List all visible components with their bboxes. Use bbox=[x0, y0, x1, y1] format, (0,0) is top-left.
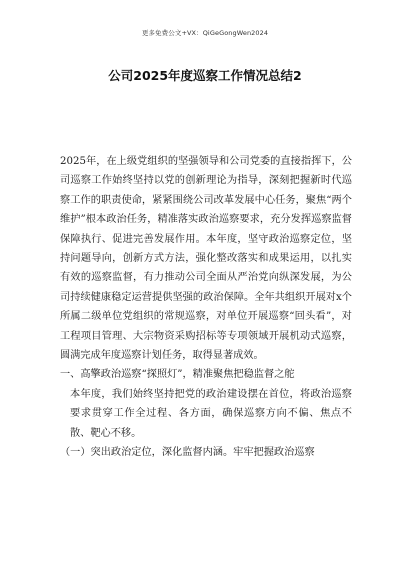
document-body bbox=[60, 152, 352, 463]
subsection-heading: （一）突出政治定位，深化监督内涵。牢牢把握政治巡察 bbox=[60, 447, 315, 459]
header-note: 更多免费公文+VX：QiGeGongWen2024 bbox=[141, 29, 269, 37]
document-title: 公司2025年度巡察工作情况总结2 bbox=[108, 68, 302, 83]
intro-paragraph: 2025年，在上级党组织的坚强领导和公司党委的直接指挥下，公司巡察工作始终坚持以党的创新理论为指导，深刻把握新时代巡察工作的职责使命，紧紧围绕公司改革发展中心任务，聚焦“两个维护”根本政治任务，精准落实政治巡察要求，充分发挥巡察监督保障执行、促进完善发展作用。本年度，坚守政治巡察定位，坚持问题导向，创新方式方法，强化整改落实和成果运用，以扎实有效的巡察监督，有力推动公司全面从严治党向纵深发展，为公司持续健康稳定运营提供坚强的政治保障。全年共组织开展对x个所属二级单位党组织的常规巡察，对单位开展巡察“回头看”，对工程项目管理、大宗物资采购招标等专项领域开展机动式巡察，圆满完成年度巡察计划任务，取得显著成效。 bbox=[60, 156, 352, 362]
section-paragraph: 本年度，我们始终坚持把党的政治建设摆在首位，将政治巡察要求贯穿工作全过程、各方面，确保巡察方向不偏、焦点不散、靶心不移。 bbox=[70, 388, 352, 439]
section-heading: 一、高擎政治巡察“探照灯”，精准聚焦把稳监督之舵 bbox=[60, 369, 295, 381]
